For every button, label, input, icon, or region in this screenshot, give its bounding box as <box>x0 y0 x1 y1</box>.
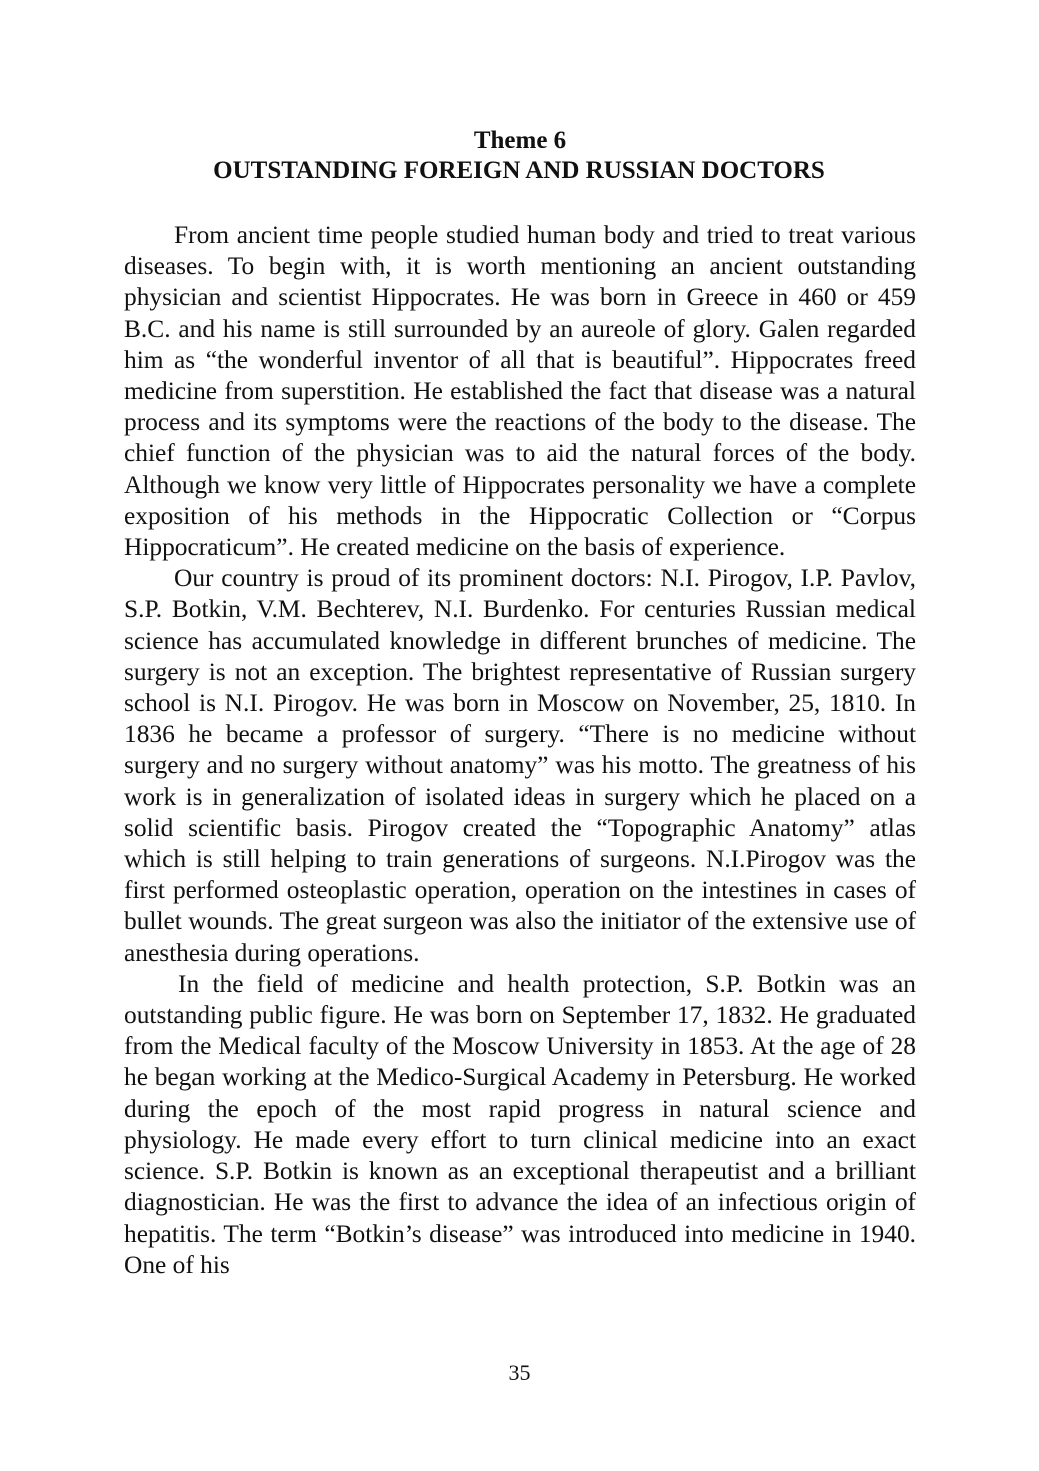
paragraph-botkin: In the field of medicine and health protection, S.P. Botkin was an outstanding public figure. He was born on September 17, 1832. He graduated from the Medical faculty of the Moscow University in 1853. At the age of 28 he began working at the Medico-Surgical Academy in Petersburg. He worked during the epoch of the most rapid progress in natural science and physiology. He made every effort to turn clinical medicine into an exact science. S.P. Botkin is known as an exceptional therapeutist and a brilliant diagnostician. He was the first to advance the idea of an infectious origin of hepatitis. The term “Botkin’s disease” was introduced into medicine in 1940. One of his <box>124 969 916 1279</box>
page-number: 35 <box>508 1360 531 1385</box>
paragraph-hippocrates: From ancient time people studied human body and tried to treat various diseases. To begin with, it is worth mentioning an ancient outstanding physician and scientist Hippocrates. He was born in Greece in 460 or 459 B.C. and his name is still surrounded by an aureole of glory. Galen regarded him as “the wonderful inventor of all that is beautiful”. Hippocrates freed medicine from superstition. He established the fact that disease was a natural process and its symptoms were the reactions of the body to the disease. The chief function of the physician was to aid the natural forces of the body. Although we know very little of Hippocrates personality we have a complete exposition of his methods in the Hippocratic Collection or “Corpus Hippocraticum”. He created medicine on the basis of experience. <box>124 221 916 562</box>
paragraph-pirogov: Our country is proud of its prominent doctors: N.I. Pirogov, I.P. Pavlov, S.P. Botkin, V.M. Bechterev, N.I. Burdenko. For centuries Russian medical science has accumulated knowledge in different brunches of medicine. The surgery is not an exception. The brightest representative of Russian surgery school is N.I. Pirogov. He was born in Moscow on November, 25, 1810. In 1836 he became a professor of surgery. “There is no medicine without surgery and no surgery without anatomy” was his motto. The greatness of his work is in generalization of isolated ideas in surgery which he placed on a solid scientific basis. Pirogov created the “Topographic Anatomy” atlas which is still helping to train generations of surgeons. N.I.Pirogov was the first performed osteoplastic operation, operation on the intestines in cases of bullet wounds. The great surgeon was also the initiator of the extensive use of anesthesia during operations. <box>124 564 916 967</box>
theme-title: OUTSTANDING FOREIGN AND RUSSIAN DOCTORS <box>213 157 825 184</box>
document-page <box>124 126 916 1281</box>
body-text <box>124 220 916 1281</box>
theme-number: Theme 6 <box>473 127 567 154</box>
